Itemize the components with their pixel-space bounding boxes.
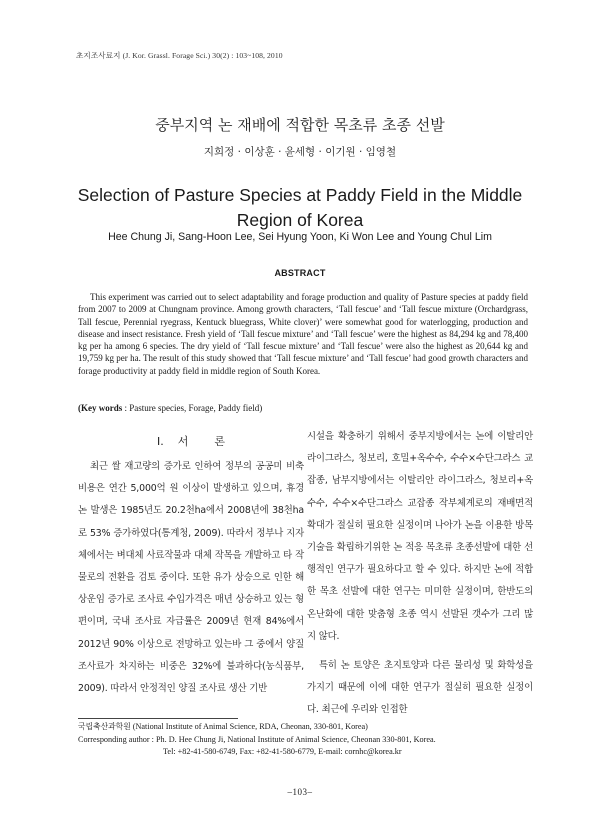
section-heading-introduction — [78, 430, 304, 454]
title-english-line-1: Selection of Pasture Species at Paddy Field in the Middle — [77, 185, 523, 205]
abstract-body: This experiment was carried out to select adaptability and forage production and quality of Pasture species at paddy field from 2007 to 2009 at Chungnam province. Among growth characters, ‘Tall fescue’ and ‘Tall fescue mixture (Orchardgrass, Tall fescue, Perennial ryegrass, Kentuck bluegrass, White clover)’ were somewhat good for waterlogging, production and disease and insect resistance. Fresh yield of ‘Tall fescue mixture’ and ‘Tall fescue’ were the highest as 84,294 kg and 78,400 kg per ha among 6 species. The dry yield of ‘Tall fescue mixture’ and ‘Tall fescue’ were also the highest as 20,644 kg and 19,759 kg per ha. The result of this study showed that ‘Tall fescue mixture’ and ‘Tall fescue’ had good growth characters and forage productivity at paddy field in middle region of South Korea. — [78, 292, 528, 376]
intro-paragraph-soil: 특히 논 토양은 초지토양과 다른 물리성 및 화학성을 가지기 때문에 이에 대한 연구가 절실히 필요한 실정이다. 최근에 우리와 인접한 — [307, 660, 533, 716]
intro-paragraph: 최근 쌀 재고량의 증가로 인하여 정부의 공공미 비축비용은 연간 5,000억 원 이상이 발생하고 있으며, 휴경논 발생은 1985년도 20.2천ha에서 2008년에 38천ha로 53% 증가하였다(통계청, 2009). 따라서 정부나 지자체에서는 벼대체 사료작물과 대체 작목을 개발하고 타 작물로의 전환을 검토 중이다. 또한 유가 상승으로 인한 해상운임 증가로 조사료 수입가격은 매년 상승하고 있는 형편이며, 국내 조사료 자급률은 2009년 현재 84%에서 2012년 90% 이상으로 전망하고 있는바 그 중에서 양질 조사료가 차지하는 비중은 32%에 불과하다(농식품부, 2009). 따라서 안정적인 양질 조사료 생산 기반 — [78, 461, 304, 695]
footnote-affiliation — [78, 721, 528, 734]
footnote-corresponding-author: Corresponding author : Ph. D. Hee Chung Ji, National Institute of Animal Science, Cheonan 330-801, Korea. — [78, 734, 436, 744]
footnote-contact: Tel: +82-41-580-6749, Fax: +82-41-580-6779, E-mail: cornhc@korea.kr — [163, 747, 402, 756]
section-title-part-1: 서 — [177, 435, 189, 448]
abstract-heading: ABSTRACT — [274, 268, 326, 278]
right-column — [307, 426, 533, 722]
keywords — [78, 402, 528, 414]
affiliation-english: (National Institute of Animal Science, RDA, Cheonan, 330-801, Korea) — [130, 722, 368, 731]
title-english-line-2: Region of Korea — [236, 210, 364, 230]
intro-paragraph-continued: 시설을 확충하기 위해서 중부지방에서는 논에 이탈리안 라이그라스, 청보리, 호밀+옥수수, 수수×수단그라스 교잡종, 남부지방에서는 이탈리안 라이그라스, 청보리+옥수수, 수수×수단그라스 교잡종 작부체계로의 재배면적 확대가 절실히 필요한 실정이며 나아가 논을 이용한 방목기술을 확립하기위한 논 적응 목초류 초종선발에 대한 선행적인 연구가 필요하다고 할 수 있다. 하지만 논에 적합한 목초 선발에 대한 연구는 미미한 실정이며, 한반도의 온난화에 대한 맞춤형 초종 역시 선발된 갯수가 그리 많지 않다. — [307, 431, 533, 642]
keywords-label: (Key words — [78, 403, 123, 413]
authors-english: Hee Chung Ji, Sang-Hoon Lee, Sei Hyung Yoon, Ki Won Lee and Young Chul Lim — [108, 231, 492, 243]
running-head: 초지조사료지 (J. Kor. Grassl. Forage Sci.) 30(2) : 103~108, 2010 — [76, 51, 283, 60]
page-number: –103– — [287, 787, 313, 797]
section-title-part-2: 론 — [214, 435, 226, 448]
footnote-divider — [78, 718, 238, 719]
affiliation-korean: 국립축산과학원 — [78, 722, 131, 731]
footnotes — [78, 721, 528, 759]
authors-korean: 지희정 · 이상훈 · 윤세형 · 이기원 · 임영철 — [203, 146, 397, 158]
title-korean: 중부지역 논 재배에 적합한 목초류 초종 선발 — [155, 116, 445, 134]
section-number: Ⅰ. — [156, 435, 164, 448]
keywords-text: : Pasture species, Forage, Paddy field) — [122, 403, 263, 413]
left-column — [78, 426, 304, 700]
title-english — [0, 183, 600, 233]
